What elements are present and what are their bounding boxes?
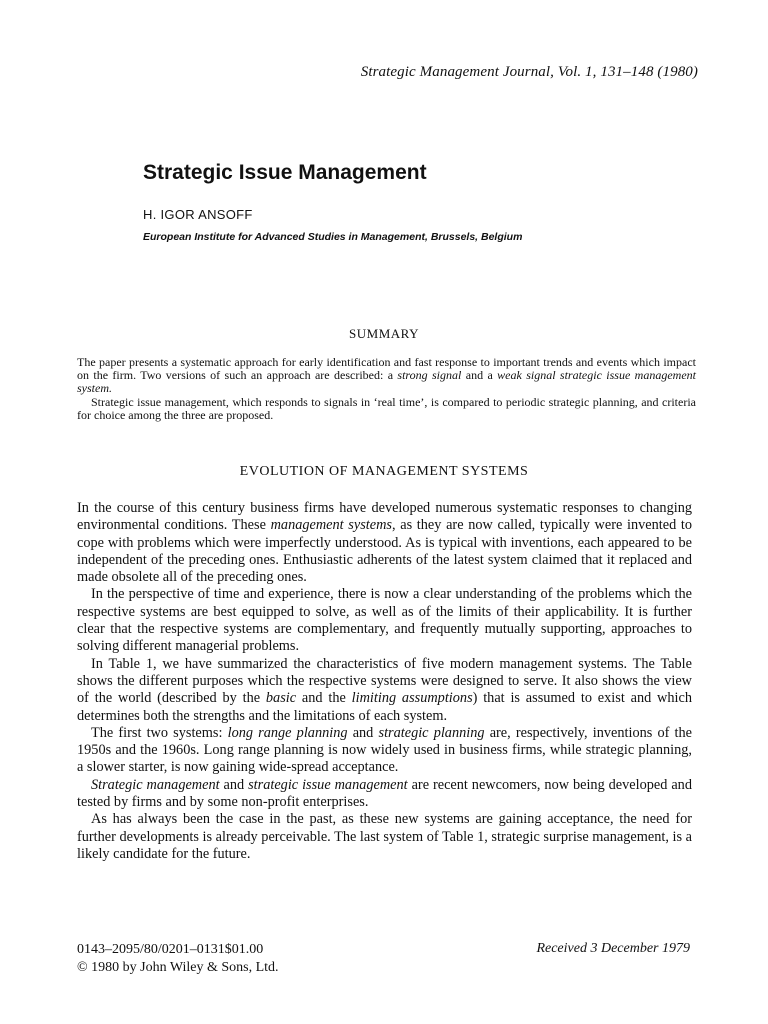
footer-publication-info — [77, 941, 279, 977]
body-paragraph: The first two systems: long range planning and strategic planning are, respectively, inventions of the 1950s and the 1960s. Long range planning is now widely used in business firms, while strategic planning, a slower starter, is now gaining wide-spread acceptance. — [77, 724, 693, 776]
article-title: Strategic Issue Management — [143, 161, 427, 184]
body-paragraph: In the perspective of time and experience, there is now a clear understanding of the problems which the respective systems are best equipped to solve, as well as of the limits of their applicability. It is further clear that the respective systems are complementary, and frequently mutually supporting, approaches to solving different managerial problems. — [77, 586, 692, 655]
summary-paragraph: Strategic issue management, which responds to signals in ‘real time’, is compared to periodic strategic planning, and criteria for choice among the three are proposed. — [77, 394, 696, 422]
journal-reference: Strategic Management Journal, Vol. 1, 131–148 (1980) — [360, 64, 698, 80]
summary-paragraph: The paper presents a systematic approach for early identification and fast response to important trends and events which impact on the firm. Two versions of such an approach are described: a strong signal and a weak signal strategic issue management system. — [77, 355, 696, 396]
body-paragraph: In Table 1, we have summarized the characteristics of five modern management systems. The Table shows the different purposes which the respective systems were designed to serve. It also shows the view of the world (described by the basic and the limiting assumptions) that is assumed to exist and which determines both the strengths and the limitations of each system. — [77, 655, 692, 724]
issn-code: 0143–2095/80/0201–0131$01.00 — [77, 942, 264, 957]
body-text — [77, 500, 692, 863]
body-paragraph: As has always been the case in the past, as these new systems are gaining acceptance, the need for further developments is already perceivable. The last system of Table 1, strategic surprise management, is a likely candidate for the future. — [77, 811, 692, 862]
body-paragraph: Strategic management and strategic issue management are recent newcomers, now being developed and tested by firms and by some non-profit enterprises. — [77, 776, 692, 811]
section-heading: EVOLUTION OF MANAGEMENT SYSTEMS — [239, 464, 529, 479]
body-paragraph: In the course of this century business firms have developed numerous systematic responses to changing environmental conditions. These management systems, as they are now called, typically were invented to cope with problems which were imperfectly understood. As is typical with inventions, each appeared to be independent of the preceding ones. Enthusiastic adherents of the latest system claimed that it replaced and made obsolete all of the preceding ones. — [77, 500, 692, 586]
author-name: H. IGOR ANSOFF — [143, 207, 253, 222]
summary-heading: SUMMARY — [349, 326, 419, 341]
author-affiliation: European Institute for Advanced Studies in Management, Brussels, Belgium — [143, 231, 523, 243]
summary-block — [77, 356, 696, 422]
received-date: Received 3 December 1979 — [536, 941, 690, 956]
copyright-notice: © 1980 by John Wiley & Sons, Ltd. — [77, 960, 279, 975]
